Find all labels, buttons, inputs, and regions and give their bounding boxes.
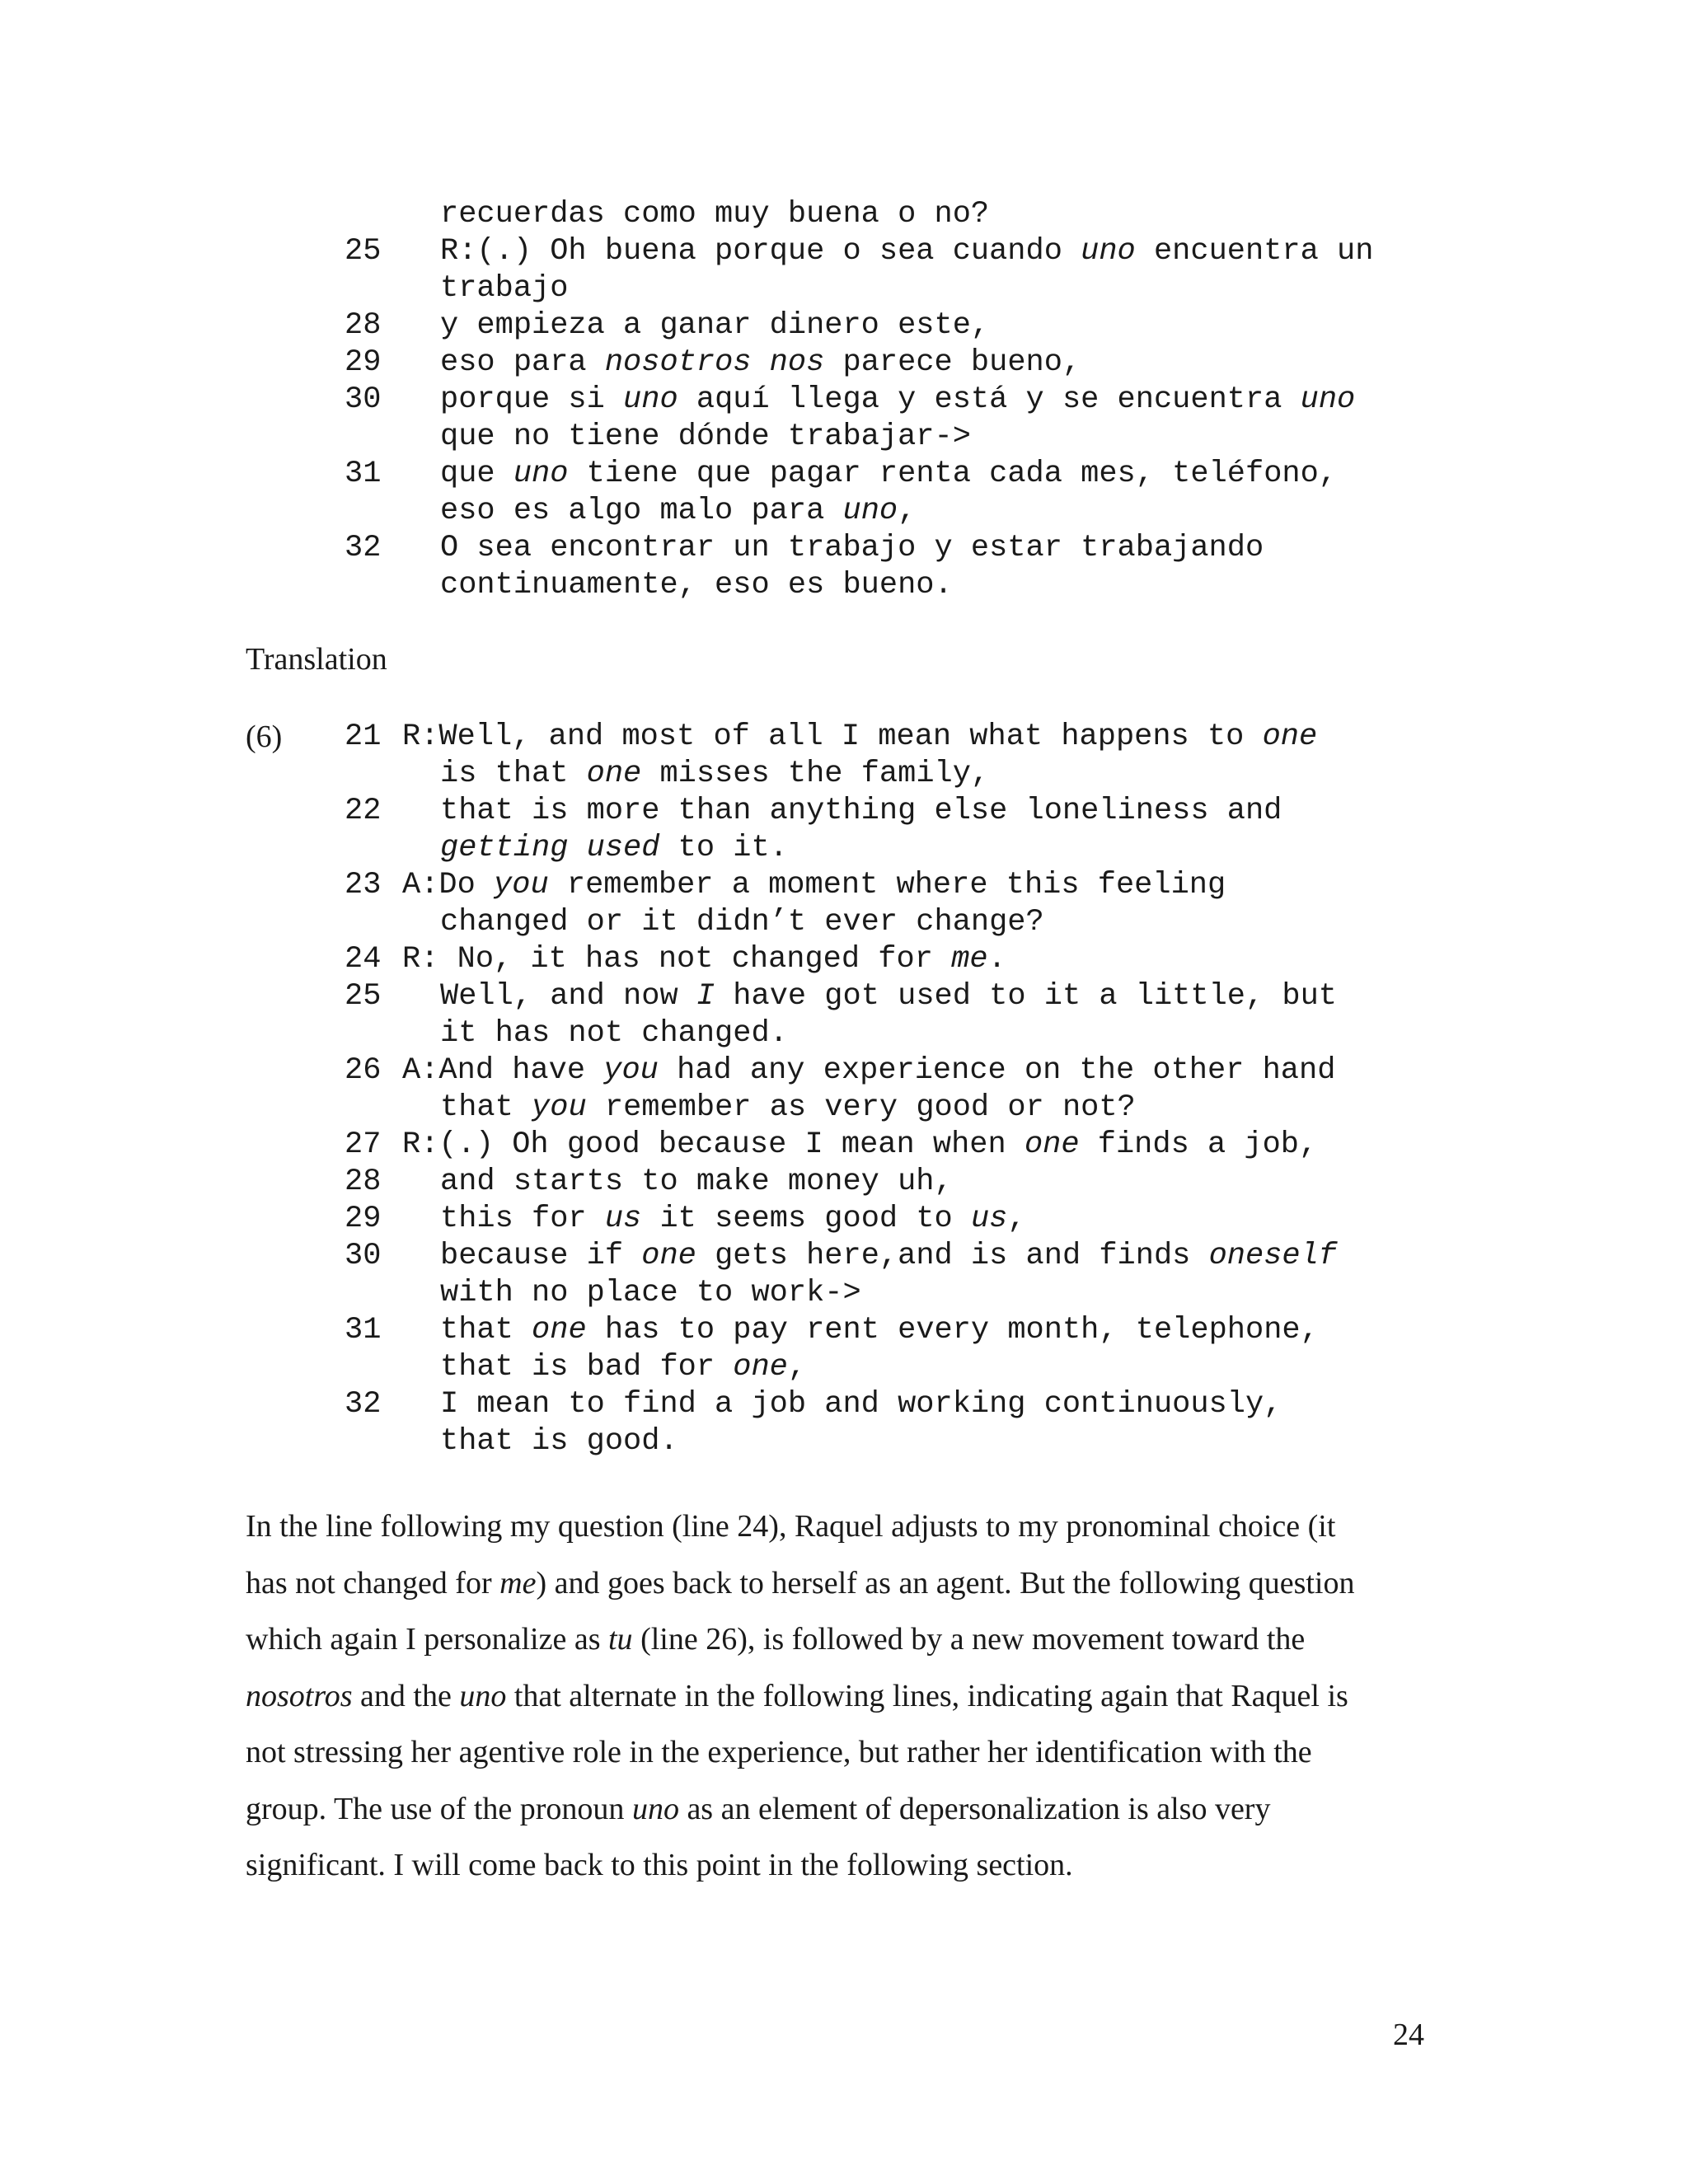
line-number: 22 [345, 794, 382, 828]
transcript-line: R:Well, and most of all I mean what happens to one [402, 719, 1318, 754]
transcript-line: A:Do you remember a moment where this feeling [402, 868, 1226, 902]
transcript-line: is that one misses the family, [440, 757, 990, 791]
line-number: 32 [345, 531, 382, 565]
transcript-line: O sea encontrar un trabajo y estar trabajando [440, 531, 1264, 565]
paragraph-line: group. The use of the pronoun uno as an element of depersonalization is also very [246, 1791, 1271, 1826]
transcript-line: R: No, it has not changed for me. [402, 942, 1006, 977]
paragraph-line: which again I personalize as tu (line 26), is followed by a new movement toward the [246, 1622, 1306, 1657]
transcript-line: that you remember as very good or not? [440, 1090, 1136, 1125]
paragraph-line: nosotros and the uno that alternate in the following lines, indicating again that Raquel is [246, 1678, 1348, 1713]
transcript-line: getting used to it. [440, 831, 788, 865]
transcript-line: that is good. [440, 1424, 678, 1459]
line-number: 31 [345, 1313, 382, 1347]
transcript-line: eso para nosotros nos parece bueno, [440, 345, 1081, 380]
transcript-line: that is more than anything else loneliness and [440, 794, 1282, 828]
transcript-line: recuerdas como muy buena o no? [440, 197, 990, 232]
body-paragraph [246, 1498, 1432, 1894]
paragraph-line: has not changed for me) and goes back to herself as an agent. But the following question [246, 1565, 1355, 1601]
transcript-line: eso es algo malo para uno, [440, 494, 917, 528]
transcript-line: R:(.) Oh good because I mean when one finds a job, [402, 1127, 1318, 1162]
transcript-line: y empieza a ganar dinero este, [440, 308, 990, 343]
page-number: 24 [1393, 2018, 1424, 2052]
line-number: 28 [345, 308, 382, 343]
line-number: 27 [345, 1127, 382, 1162]
line-number: 23 [345, 868, 382, 902]
transcript-line: trabajo [440, 271, 569, 306]
transcript-line: with no place to work-> [440, 1276, 861, 1310]
transcript-line: A:And have you had any experience on the other hand [402, 1053, 1336, 1088]
transcript-line: que uno tiene que pagar renta cada mes, teléfono, [440, 457, 1338, 491]
line-number: 29 [345, 345, 382, 380]
line-number: 31 [345, 457, 382, 491]
line-number: 25 [345, 234, 382, 269]
line-number: 26 [345, 1053, 382, 1088]
line-number: 25 [345, 979, 382, 1014]
line-number: 28 [345, 1165, 382, 1199]
transcript-line: because if one gets here,and is and finds oneself [440, 1239, 1338, 1273]
line-number: 29 [345, 1202, 382, 1236]
transcript-line: porque si uno aquí llega y está y se encuentra uno [440, 382, 1356, 417]
paragraph-line: significant. I will come back to this point in the following section. [246, 1848, 1073, 1882]
transcript-line: que no tiene dónde trabajar-> [440, 419, 971, 454]
transcript-line: it has not changed. [440, 1016, 788, 1051]
transcript-line: this for us it seems good to us, [440, 1202, 1026, 1236]
transcript-line: that is bad for one, [440, 1350, 807, 1385]
transcript-line: I mean to find a job and working continuously, [440, 1387, 1282, 1422]
line-number: 32 [345, 1387, 382, 1422]
transcript-line: and starts to make money uh, [440, 1165, 953, 1199]
line-number: 21 [345, 719, 382, 754]
paragraph-line: not stressing her agentive role in the experience, but rather her identification with the [246, 1735, 1312, 1769]
example-label: (6) [246, 719, 283, 754]
translation-heading: Translation [246, 642, 387, 677]
transcript-line: R:(.) Oh buena porque o sea cuando uno encuentra un [440, 234, 1374, 269]
line-number: 24 [345, 942, 382, 977]
transcript-line: continuamente, eso es bueno. [440, 568, 953, 602]
transcript-line: that one has to pay rent every month, telephone, [440, 1313, 1319, 1347]
line-number: 30 [345, 382, 382, 417]
line-number: 30 [345, 1239, 382, 1273]
paragraph-line: In the line following my question (line 24), Raquel adjusts to my pronominal choice (it [246, 1509, 1336, 1544]
transcript-line: Well, and now I have got used to it a little, but [440, 979, 1338, 1014]
transcript-line: changed or it didn’t ever change? [440, 905, 1044, 940]
